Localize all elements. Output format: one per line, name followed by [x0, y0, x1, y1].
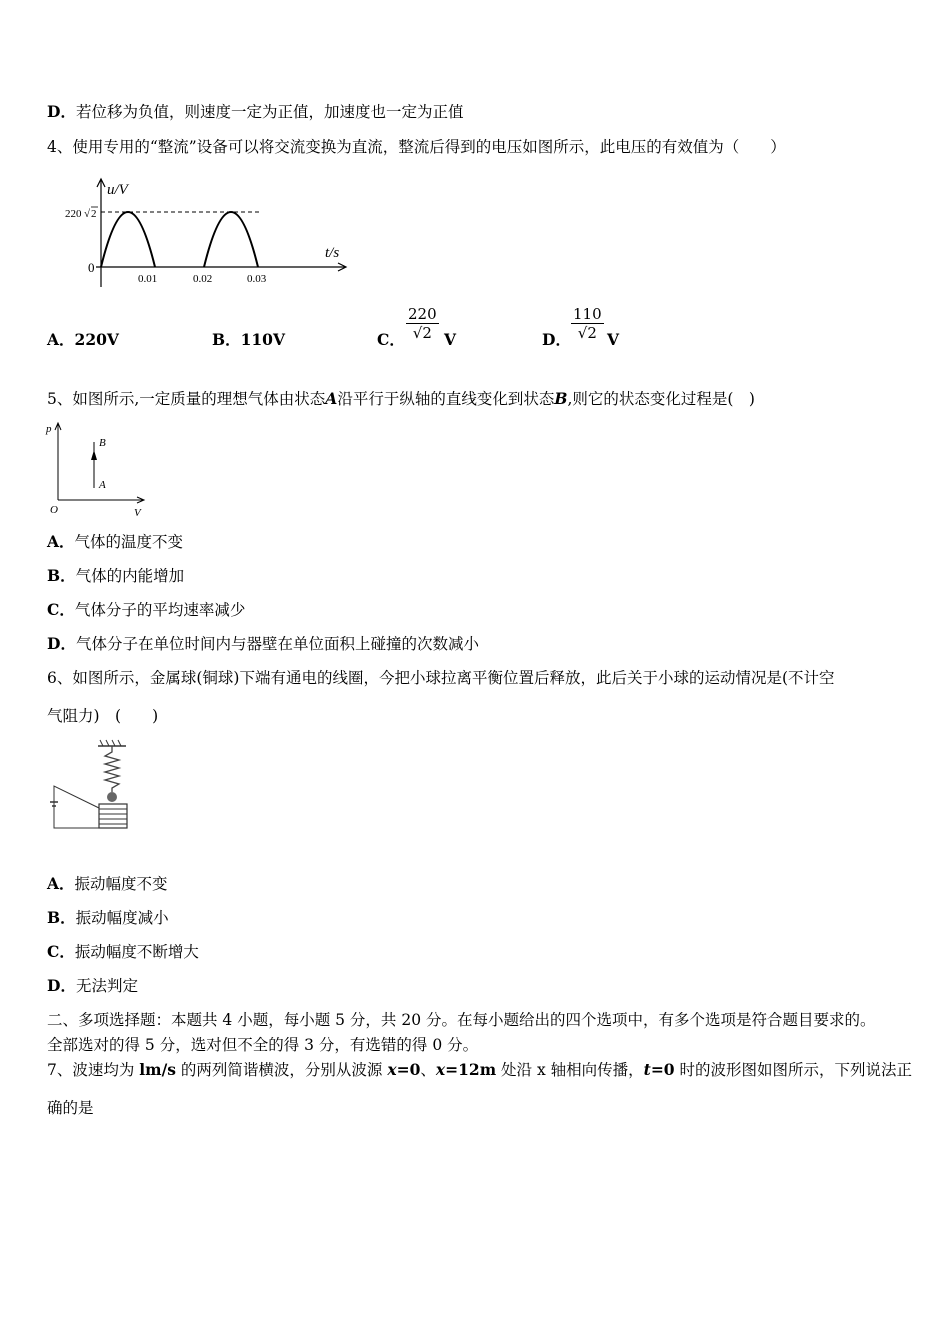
q4-option-d-fraction: [571, 305, 604, 342]
q7-stem-line1: [47, 1060, 912, 1080]
q4-option-d-unit: [607, 330, 619, 350]
unit: V: [607, 330, 620, 349]
p-label: p: [46, 423, 52, 435]
prev-option-d: [47, 102, 463, 122]
fraction-denominator: 2: [422, 324, 432, 342]
peak-root-sign: √: [84, 208, 91, 220]
u-axis-label: u/V: [107, 182, 128, 198]
section2-heading-line2: 全部选对的得 5 分，选对但不全的得 3 分，有选错的得 0 分。: [47, 1036, 479, 1054]
sqrt-sign: √: [412, 324, 423, 342]
option-text: 若位移为负值，则速度一定为正值，加速度也一定为正值: [75, 103, 464, 121]
q5-stem: [47, 389, 755, 409]
option-label: B．: [47, 566, 76, 585]
value: =0: [396, 1060, 421, 1079]
stem-text: 处沿 x 轴相向传播，: [496, 1061, 644, 1079]
value: =0: [650, 1060, 675, 1079]
option-label: D．: [47, 102, 76, 121]
fraction-denominator: 2: [587, 324, 597, 342]
var-x: x: [435, 1060, 446, 1079]
option-label: A．: [47, 874, 75, 893]
q5-pv-figure: [44, 420, 154, 520]
half-wave-2: [204, 212, 258, 267]
stem-text: 5、如图所示,一定质量的理想气体由状态: [47, 390, 326, 408]
a-label: A: [99, 479, 106, 491]
fraction-numerator: 220: [408, 305, 437, 323]
o-label: O: [50, 504, 58, 516]
t-axis-label: t/s: [325, 245, 340, 261]
q4-option-b[interactable]: [212, 330, 285, 350]
option-text: 110V: [240, 330, 285, 349]
stem-text: 时的波形图如图所示，下列说法正: [674, 1061, 913, 1079]
process-arrow: [91, 450, 97, 460]
value: =12m: [445, 1060, 497, 1079]
stem-text: 的两列简谐横波，分别从波源: [175, 1061, 388, 1079]
q4-option-c-unit: [444, 330, 456, 350]
option-label: B．: [212, 330, 241, 349]
q5-option-b[interactable]: [47, 566, 184, 586]
wave-speed: lm/s: [139, 1060, 176, 1079]
option-label: B．: [47, 908, 76, 927]
option-label: D．: [542, 330, 571, 349]
q6-option-a[interactable]: [47, 874, 168, 894]
circuit-wire: [54, 786, 99, 828]
q6-stem-line2: 气阻力) ( ): [47, 707, 159, 725]
stem-text: 沿平行于纵轴的直线变化到状态: [337, 390, 555, 408]
option-label: A．: [47, 330, 75, 349]
option-text: 气体分子的平均速率减少: [74, 601, 246, 619]
q7-stem-line2: 确的是: [47, 1099, 94, 1117]
peak-root-value: 2: [91, 208, 97, 220]
option-text: 振动幅度不变: [74, 875, 168, 893]
v-label: V: [134, 507, 141, 519]
var-t: t: [643, 1060, 651, 1079]
option-label: D．: [47, 634, 76, 653]
state-a: A: [325, 389, 338, 408]
q5-option-d[interactable]: [47, 634, 479, 654]
q4-option-d[interactable]: [542, 330, 571, 350]
option-text: 220V: [74, 330, 119, 349]
option-label: A．: [47, 532, 75, 551]
q4-waveform-figure: [60, 175, 360, 295]
option-text: 振动幅度不断增大: [74, 943, 199, 961]
stem-text: 7、波速均为: [47, 1061, 140, 1079]
option-label: C．: [377, 330, 405, 349]
q6-option-c[interactable]: [47, 942, 199, 962]
option-label: C．: [47, 942, 75, 961]
spring: [105, 746, 119, 792]
q6-option-b[interactable]: [47, 908, 169, 928]
b-label: B: [99, 437, 106, 449]
q5-option-c[interactable]: [47, 600, 245, 620]
option-text: 气体分子在单位时间内与器壁在单位面积上碰撞的次数减小: [75, 635, 479, 653]
option-text: 无法判定: [75, 977, 138, 995]
option-text: 气体的温度不变: [74, 533, 184, 551]
separator: 、: [420, 1061, 436, 1079]
option-label: D．: [47, 976, 76, 995]
q6-coil-figure: [44, 736, 139, 836]
fraction-numerator: 110: [573, 305, 602, 323]
section2-heading-line1: 二、多项选择题：本题共 4 小题，每小题 5 分，共 20 分。在每小题给出的四个选项中，有多个选项是符合题目要求的。: [47, 1011, 876, 1029]
half-wave-1: [101, 212, 155, 267]
q5-option-a[interactable]: [47, 532, 183, 552]
q6-option-d[interactable]: [47, 976, 138, 996]
q4-option-c[interactable]: [377, 330, 405, 350]
q4-stem: 4、使用专用的“整流”设备可以将交流变换为直流，整流后得到的电压如图所示，此电压的有效值为（ ）: [47, 138, 786, 156]
option-text: 振动幅度减小: [75, 909, 169, 927]
state-b: B: [554, 389, 568, 408]
option-label: C．: [47, 600, 75, 619]
sqrt-sign: √: [577, 324, 588, 342]
origin-label: 0: [88, 260, 95, 275]
metal-ball: [107, 792, 117, 802]
tick-label: 0.03: [247, 273, 267, 285]
stem-text: ,则它的状态变化过程是( ): [567, 390, 755, 408]
q4-option-c-fraction: [406, 305, 439, 342]
q6-stem-line1: 6、如图所示，金属球(铜球)下端有通电的线圈，今把小球拉离平衡位置后释放，此后关于小球的运动情况是(不计空: [47, 669, 835, 687]
q4-option-a[interactable]: [47, 330, 119, 350]
unit: V: [444, 330, 457, 349]
tick-label: 0.02: [193, 273, 213, 285]
peak-label: 220: [65, 208, 82, 220]
option-text: 气体的内能增加: [75, 567, 185, 585]
var-x: x: [387, 1060, 397, 1079]
tick-label: 0.01: [138, 273, 158, 285]
